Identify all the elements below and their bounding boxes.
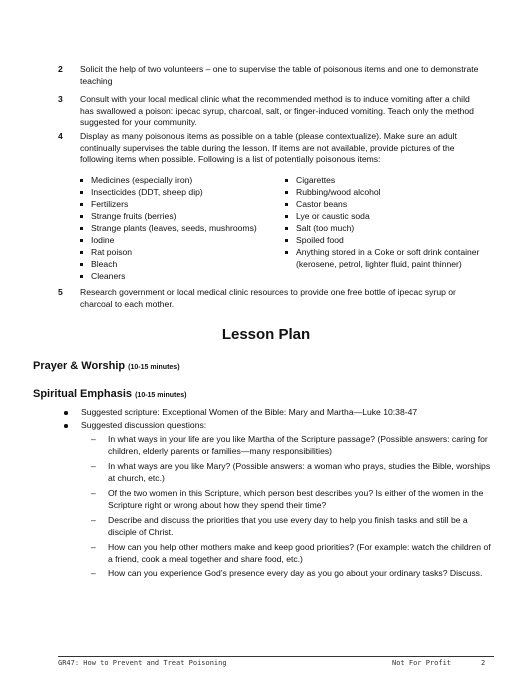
section-duration: (10-15 minutes)	[128, 364, 180, 371]
dash-marker: –	[91, 568, 96, 578]
square-bullet-icon	[80, 251, 83, 254]
square-bullet-icon	[285, 227, 288, 230]
square-bullet-icon	[285, 251, 288, 254]
dash-marker: –	[91, 515, 96, 525]
square-bullet-icon	[80, 227, 83, 230]
round-bullet-icon	[64, 424, 68, 428]
step-text: Solicit the help of two volunteers – one to supervise the table of poisonous items and one to demonstrate teaching	[80, 64, 479, 86]
square-bullet-icon	[80, 275, 83, 278]
dash-marker: –	[91, 461, 96, 471]
section-duration: (10-15 minutes)	[135, 392, 187, 399]
footer-divider	[58, 656, 494, 657]
document-page: 2 Solicit the help of two volunteers – one to supervise the table of poisonous items and one to demonstrate teaching 3 Consult with your local medical clinic what the recommended method is to induce vomiting after a child has swallowed a poison: ipecac syrup, charcoal, salt, or finger-induced vomiting. Teach only the method suggested for your community. 4 Display as many poisonous items as possible on a table (please contextualize). Make sure an adult continually supervises the table during the lesson. If items are not available, provide pictures of the following items when possible. Following is a list of potentially poisonous items: Medicines (especially iron) Insecticides (DDT, sheep dip) Fertilizers Strange fruits (berries) Strange plants (leaves, seeds, mushrooms) Iodine Rat poison Bleach Cleaners Cigarettes Rubbing/wood alcohol Castor beans Lye or caustic soda Salt (too much) Spoiled food Anything stored in a Coke or soft drink container (kerosene, petrol, lighter fluid, paint thinner) 5 Research government or local medical clinic resources to provide one free bottle of ipecac syrup or charcoal to each mother. Lesson Plan Prayer & Worship (10-15 minutes) Spiritual Emphasis (10-15 minutes) Suggested scripture: Exceptional Women of the Bible: Mary and Martha—Luke 10:38-47 Suggested discussion questions: – In what ways in your life are you like Martha of the Scripture passage? (Possible answers: caring for children, elderly parents or families—many responsibilities) – In what ways are you like Mary? (Possible answers: a woman who prays, studies the Bible, worships at church, etc.) – Of the two women in this Scripture, which person best describes you? Is either of the women in the Scripture right or wrong about how they spend their time? – Describe and discuss the priorities that you use every day to help you finish tasks and still be a disciple of Christ. – How can you help other mothers make and keep good priorities? (For example: watch the children of a friend, cook a meal together and share food, etc.) – How can you experience God’s presence every day as you go about your ordinary tasks? Discuss. GR47: How to Prevent and Treat Poisoning Not For Profit 2	[0, 0, 532, 688]
square-bullet-icon	[80, 191, 83, 194]
footer-document-title: GR47: How to Prevent and Treat Poisoning	[58, 659, 227, 667]
dash-marker: –	[91, 542, 96, 552]
round-bullet-icon	[64, 411, 68, 415]
spiritual-emphasis-heading: Spiritual Emphasis (10-15 minutes)	[33, 388, 187, 400]
step-number: 5	[58, 287, 63, 297]
step-number: 2	[58, 64, 63, 74]
square-bullet-icon	[80, 263, 83, 266]
square-bullet-icon	[80, 239, 83, 242]
square-bullet-icon	[285, 239, 288, 242]
step-text: Display as many poisonous items as possible on a table (please contextualize). Make sure an adult continually supervises the table during the lesson. If items are not available, provide pictures of the following items when possible. Following is a list of potentially poisonous items:	[80, 131, 457, 165]
square-bullet-icon	[80, 203, 83, 206]
step-text: Consult with your local medical clinic what the recommended method is to induce vomiting after a child has swallowed a poison: ipecac syrup, charcoal, salt, or finger-induced vomiting. Teach only the method suggested for your community.	[80, 94, 474, 128]
prayer-worship-heading: Prayer & Worship (10-15 minutes)	[33, 360, 180, 372]
page-number: 2	[481, 659, 486, 667]
square-bullet-icon	[285, 191, 288, 194]
square-bullet-icon	[285, 215, 288, 218]
lesson-plan-title: Lesson Plan	[221, 326, 311, 343]
square-bullet-icon	[80, 179, 83, 182]
step-text: Research government or local medical clinic resources to provide one free bottle of ipecac syrup or charcoal to each mother.	[80, 287, 456, 309]
step-number: 3	[58, 94, 63, 104]
dash-marker: –	[91, 488, 96, 498]
square-bullet-icon	[285, 179, 288, 182]
dash-marker: –	[91, 434, 96, 444]
square-bullet-icon	[80, 215, 83, 218]
footer-notice: Not For Profit	[392, 659, 452, 667]
square-bullet-icon	[285, 203, 288, 206]
step-number: 4	[58, 131, 63, 141]
